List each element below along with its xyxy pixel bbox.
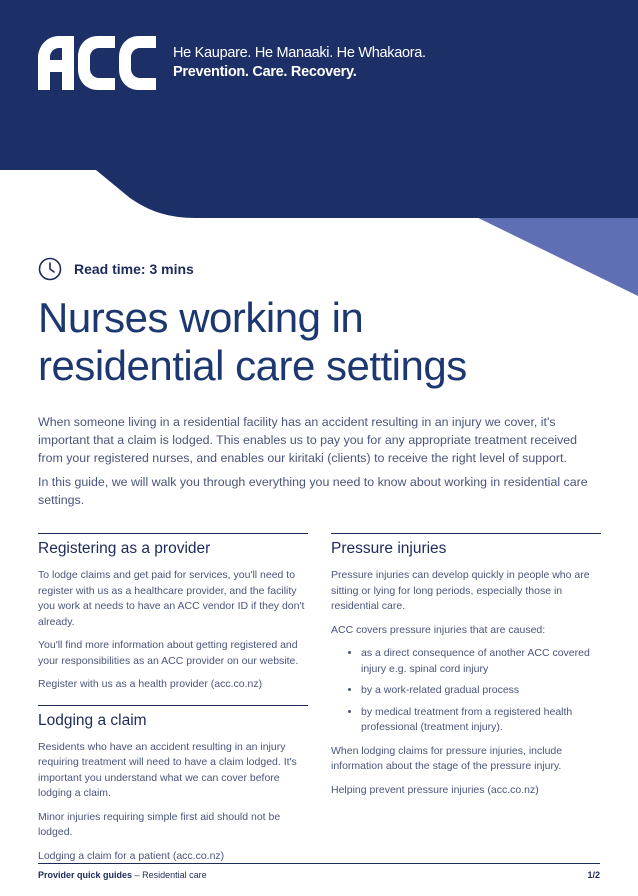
tagline <box>173 44 426 82</box>
logo-letter-c1 <box>78 36 115 90</box>
intro-paragraph-1: When someone living in a residential facility has an accident resulting in an injury we cover, it's important that a claim is lodged. This enables us to pay you for any appropriate treatment received from your registered nurses, and enables our kiritaki (clients) to receive the right level of support. <box>38 415 578 465</box>
pressure-causes-list <box>331 646 601 736</box>
pressure-injuries-link[interactable]: Helping prevent pressure injuries (acc.co.nz) <box>331 783 539 796</box>
header-navy-shape <box>0 0 638 218</box>
registering-heading: Registering as a provider <box>38 540 211 557</box>
left-column <box>38 533 308 872</box>
lodging-section <box>38 705 308 865</box>
footer-guide: Provider quick guides <box>38 870 133 880</box>
tagline-english: Prevention. Care. Recovery. <box>173 64 357 80</box>
page-number: 1/2 <box>587 870 600 880</box>
lodging-heading: Lodging a claim <box>38 711 147 729</box>
register-provider-link[interactable]: Register with us as a health provider (acc.co.nz) <box>38 678 263 690</box>
intro-paragraph-2: In this guide, we will walk you through everything you need to know about working in residential care settings. <box>38 475 588 507</box>
right-column <box>331 533 601 806</box>
acc-logo <box>38 36 156 90</box>
section-divider <box>38 533 308 534</box>
pressure-paragraph-3: When lodging claims for pressure injuries, include information about the stage of the pressure injury. <box>331 744 563 772</box>
intro <box>38 413 598 515</box>
section-divider <box>331 533 601 534</box>
lodging-paragraph-1: Residents who have an accident resulting in an injury requiring treatment will need to have a claim lodged. It's important you understand what we can cover before lodging a claim. <box>38 740 297 799</box>
footer-divider <box>38 863 600 864</box>
title-line-1: Nurses working in <box>38 294 364 341</box>
footer-section: Residential care <box>142 870 207 880</box>
tagline-maori: He Kaupare. He Manaaki. He Whakaora. <box>173 45 426 61</box>
pressure-heading: Pressure injuries <box>331 540 447 557</box>
read-time-label: Read time: 3 mins <box>74 261 194 277</box>
pressure-paragraph-1: Pressure injuries can develop quickly in people who are sitting or lying for long periods, especially those in residential care. <box>331 569 590 612</box>
pressure-cause-item: • by a work-related gradual process <box>361 683 601 699</box>
clock-icon <box>38 257 62 281</box>
logo-letter-a <box>38 36 74 90</box>
section-divider <box>38 705 308 706</box>
footer <box>38 863 600 880</box>
read-time <box>38 257 194 281</box>
registering-paragraph-2: You'll find more information about getting registered and your responsibilities as an ACC provider on our website. <box>38 639 299 667</box>
lodging-claim-link[interactable]: Lodging a claim for a patient (acc.co.nz) <box>38 849 225 862</box>
page-title <box>38 294 618 390</box>
pressure-cause-item: • by medical treatment from a registered health professional (treatment injury). <box>361 705 601 736</box>
footer-breadcrumb <box>38 870 207 880</box>
pressure-cause-item: • as a direct consequence of another ACC covered injury e.g. spinal cord injury <box>361 646 601 677</box>
logo-letter-c2 <box>119 36 156 90</box>
registering-paragraph-1: To lodge claims and get paid for services, you'll need to register with us as a healthcare provider, and the facility you work at needs to have an ACC vendor ID if they don't already. <box>38 569 305 628</box>
title-line-2: residential care settings <box>38 342 467 389</box>
pressure-paragraph-2: ACC covers pressure injuries that are caused: <box>331 623 546 636</box>
footer-separator: – <box>134 870 140 880</box>
lodging-paragraph-2: Minor injuries requiring simple first aid should not be lodged. <box>38 810 281 838</box>
